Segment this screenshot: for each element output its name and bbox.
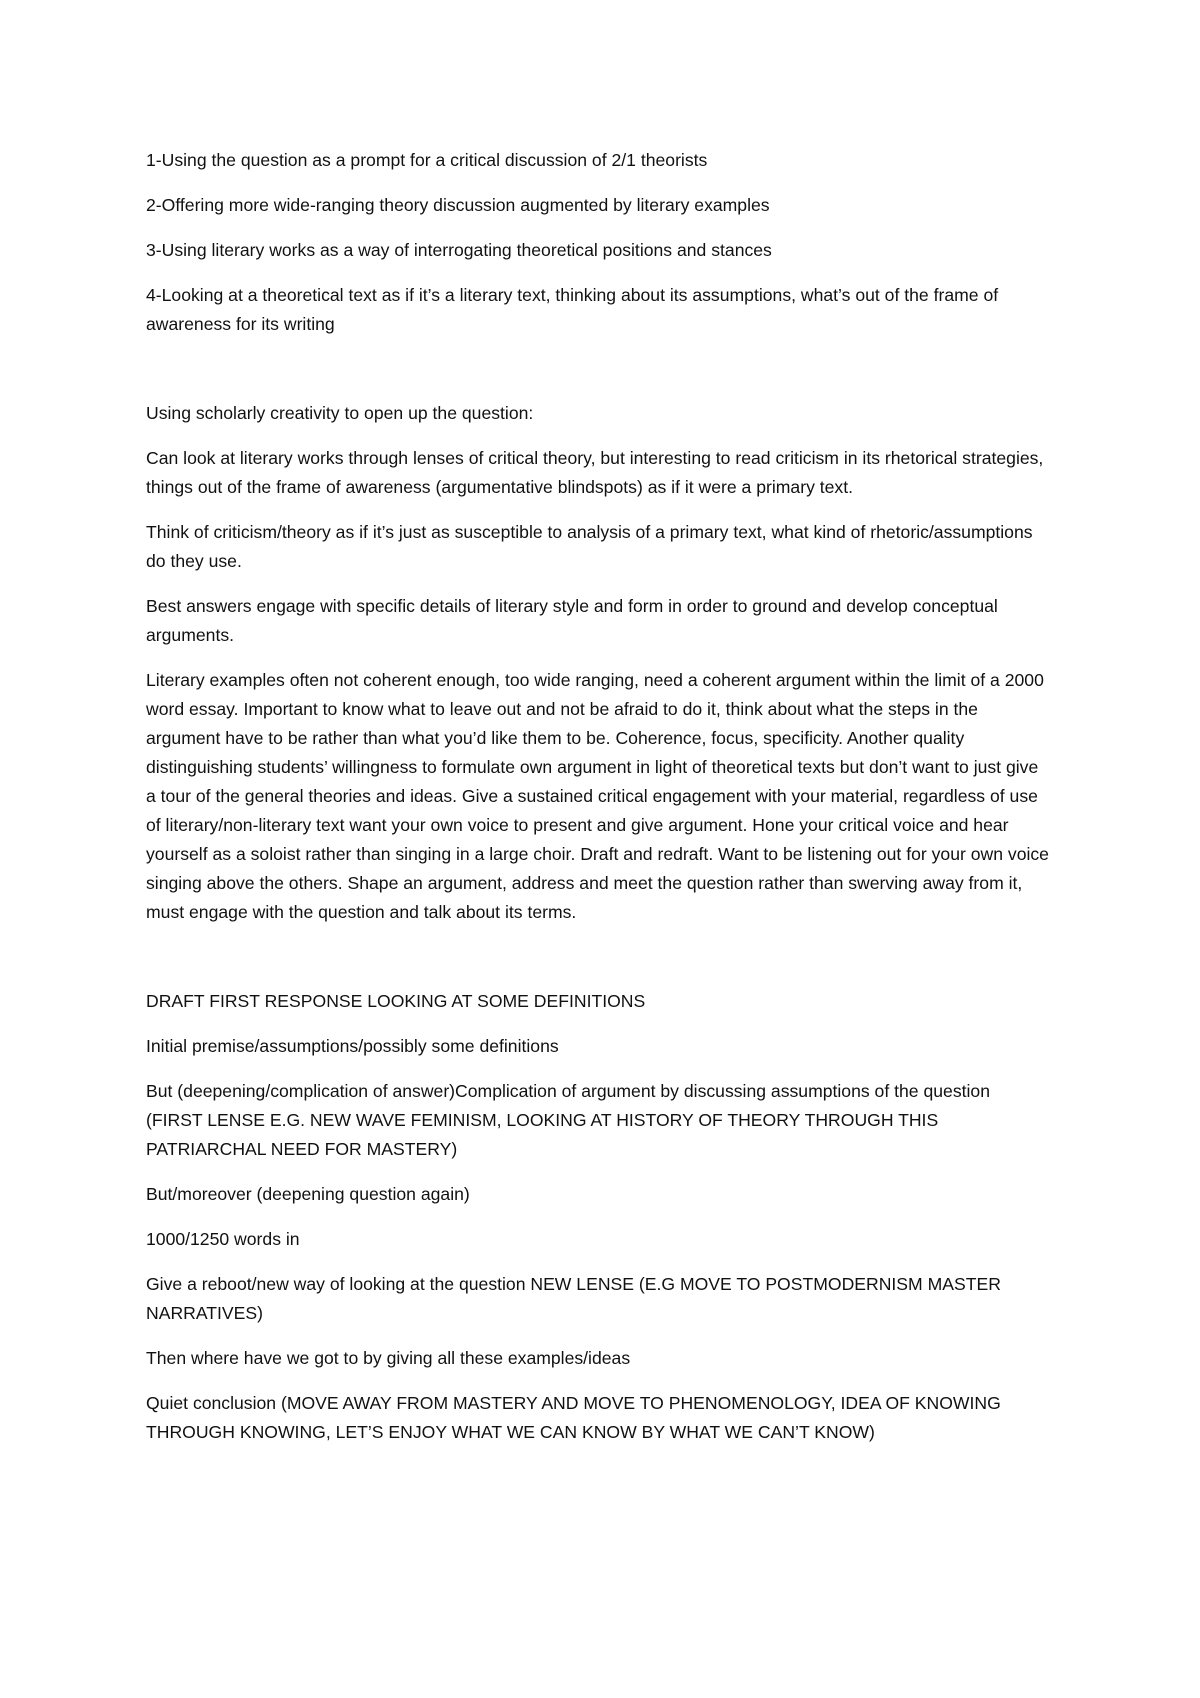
section2-heading: DRAFT FIRST RESPONSE LOOKING AT SOME DEFINITIONS: [146, 991, 646, 1011]
section1-paragraph-2: Think of criticism/theory as if it’s just as susceptible to analysis of a primary text, what kind of rhetoric/assumptions do they use.: [146, 522, 1033, 571]
list-item-1: 1-Using the question as a prompt for a critical discussion of 2/1 theorists: [146, 150, 708, 170]
section2-paragraph-5: Give a reboot/new way of looking at the question NEW LENSE (E.G MOVE TO POSTMODERNISM MASTER NARRATIVES): [146, 1274, 1001, 1323]
section2-paragraph-2: But (deepening/complication of answer)Complication of argument by discussing assumptions of the question (FIRST LENSE E.G. NEW WAVE FEMINISM, LOOKING AT HISTORY OF THEORY THROUGH THIS PATRIARCHAL NEED FOR MASTERY): [146, 1081, 990, 1159]
section1-paragraph-1: Can look at literary works through lenses of critical theory, but interesting to read criticism in its rhetorical strategies, things out of the frame of awareness (argumentative blindspots) as if it were a primary text.: [146, 448, 1044, 497]
section2-paragraph-1: Initial premise/assumptions/possibly some definitions: [146, 1036, 559, 1056]
section2-paragraph-7: Quiet conclusion (MOVE AWAY FROM MASTERY AND MOVE TO PHENOMENOLOGY, IDEA OF KNOWING THROUGH KNOWING, LET’S ENJOY WHAT WE CAN KNOW BY WHAT WE CAN’T KNOW): [146, 1393, 1001, 1442]
section2-paragraph-3: But/moreover (deepening question again): [146, 1184, 470, 1204]
section2-paragraph-6: Then where have we got to by giving all these examples/ideas: [146, 1348, 631, 1368]
section-spacer: [146, 943, 1050, 987]
section-spacer: [146, 355, 1050, 399]
section2-paragraph-4: 1000/1250 words in: [146, 1229, 300, 1249]
section1-heading: Using scholarly creativity to open up the question:: [146, 403, 534, 423]
list-item-4: 4-Looking at a theoretical text as if it’s a literary text, thinking about its assumptions, what’s out of the frame of awareness for its writing: [146, 285, 999, 334]
section1-paragraph-3: Best answers engage with specific details of literary style and form in order to ground and develop conceptual arguments.: [146, 596, 998, 645]
list-item-3: 3-Using literary works as a way of interrogating theoretical positions and stances: [146, 240, 772, 260]
section1-paragraph-4: Literary examples often not coherent enough, too wide ranging, need a coherent argument within the limit of a 2000 word essay. Important to know what to leave out and not be afraid to do it, think about what the steps in the argument have to be rather than what you’d like them to be. Coherence, focus, specificity. Another quality distinguishing students’ willingness to formulate own argument in light of theoretical texts but don’t want to just give a tour of the general theories and ideas. Give a sustained critical engagement with your material, regardless of use of literary/non-literary text want your own voice to present and give argument. Hone your critical voice and hear yourself as a soloist rather than singing in a large choir. Draft and redraft. Want to be listening out for your own voice singing above the others. Shape an argument, address and meet the question rather than swerving away from it, must engage with the question and talk about its terms.: [146, 670, 1049, 922]
list-item-2: 2-Offering more wide-ranging theory discussion augmented by literary examples: [146, 195, 770, 215]
